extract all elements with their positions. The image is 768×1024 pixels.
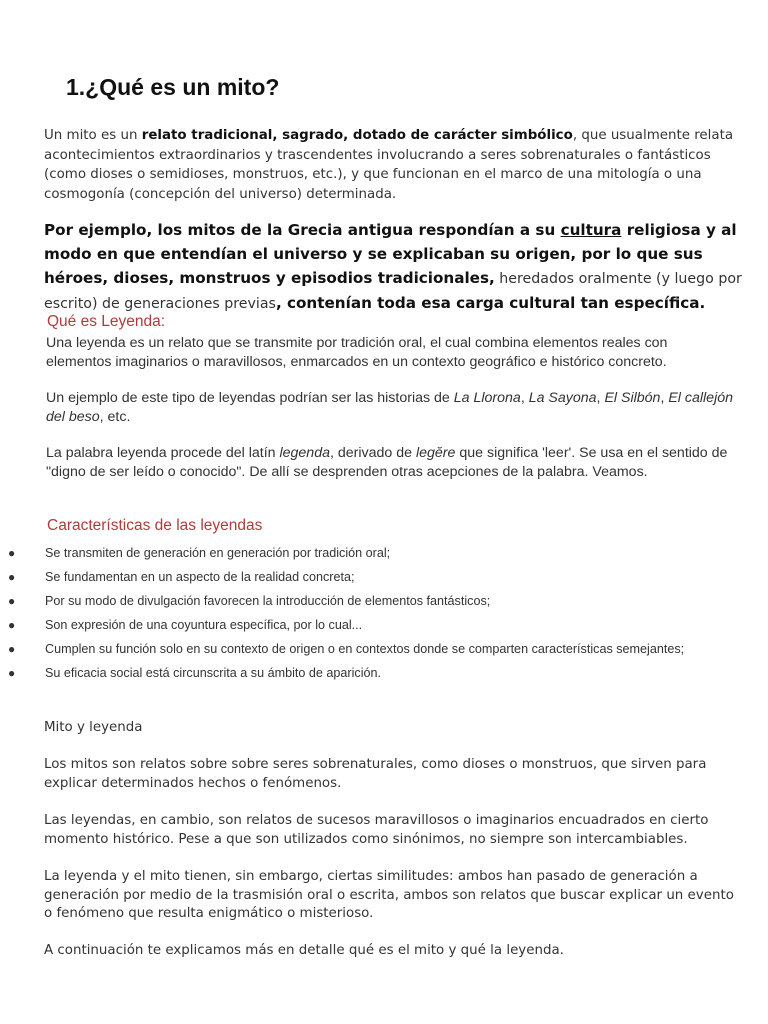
example-el-callejon: El callejón del beso (46, 390, 733, 425)
etymology-text-1: La palabra leyenda procede del latín (46, 445, 280, 461)
bullet-icon: ● (8, 594, 16, 608)
list-item-text: Se fundamentan en un aspecto de la realidad concreta; (45, 570, 355, 584)
etymology-legenda: legenda (279, 445, 330, 461)
list-item (0, 569, 740, 585)
list-item (0, 617, 740, 633)
list-item (0, 593, 740, 609)
bullet-icon: ● (8, 618, 16, 632)
list-item (0, 641, 740, 657)
leyenda-examples-text: Un ejemplo de este tipo de leyendas podrían ser las historias de (46, 390, 454, 406)
intro-bold: relato tradicional, sagrado, dotado de carácter simbólico (141, 128, 573, 143)
mito-leyenda-heading: Mito y leyenda (44, 720, 143, 735)
leyenda-examples (46, 389, 736, 426)
leyenda-etymology (46, 444, 736, 481)
list-item-text: Se transmiten de generación en generación por tradición oral; (45, 546, 391, 560)
mito-leyenda-paragraph-1: Los mitos son relatos sobre sobre seres sobrenaturales, como dioses o monstruos, que sirven para explicar determinados hechos o fenómenos. (44, 757, 707, 791)
page-title: 1.¿Qué es un mito? (66, 74, 280, 100)
list-item-text: Son expresión de una coyuntura específica, por lo cual... (45, 618, 363, 632)
etymology-legere: legĕre (415, 445, 456, 461)
intro-text-2: , que usualmente relata acontecimientos extraordinarios y trascendentes involucrando a seres sobrenaturales o fantásticos (como dioses o semidioses, monstruos, etc.), y que funcionan en el marco de una mitología o una cosmogonía (concepción del universo) determinada. (44, 128, 734, 202)
example-la-sayona: La Sayona (528, 390, 597, 406)
bullet-icon: ● (8, 570, 16, 584)
list-item-text: Su eficacia social está circunscrita a su ámbito de aparición. (45, 666, 381, 680)
etymology-text-3: que significa 'leer'. Se usa en el sentido de "digno de ser leído o conocido". De allí se desprenden otras acepciones de la palabra. Veamos. (46, 445, 728, 480)
intro-paragraph (44, 126, 734, 204)
leyenda-heading: Qué es Leyenda: (47, 313, 166, 330)
bullet-icon: ● (8, 546, 16, 560)
leyenda-definition: Una leyenda es un relato que se transmite por tradición oral, el cual combina elementos reales con elementos imaginarios o maravillosos, enmarcados en un contexto geográfico e histórico concreto. (46, 335, 668, 370)
bullet-icon: ● (8, 642, 16, 656)
mito-leyenda-paragraph-2: Las leyendas, en cambio, son relatos de sucesos maravillosos o imaginarios encuadrados en cierto momento histórico. Pese a que son utilizados como sinónimos, no siempre son intercambiables. (44, 813, 709, 847)
bullet-icon: ● (8, 666, 16, 680)
list-item-text: Cumplen su función solo en su contexto de origen o en contextos donde se comparten características semejantes; (45, 642, 685, 656)
mito-leyenda-paragraph-4: A continuación te explicamos más en detalle qué es el mito y qué la leyenda. (44, 943, 564, 958)
caracteristicas-heading: Características de las leyendas (47, 517, 263, 534)
leyenda-examples-end: , etc. (99, 408, 131, 425)
example-paragraph (44, 218, 744, 316)
list-item (0, 545, 740, 561)
mito-leyenda-paragraph-3: La leyenda y el mito tienen, sin embargo, ciertas similitudes: ambos han pasado de generación a generación por medio de la trasmisión oral o escrita, ambos son relatos que buscar explicar un evento o fenómeno que resulta enigmático o misterioso. (44, 869, 734, 921)
caracteristicas-list (0, 545, 740, 689)
separator: , (596, 390, 605, 406)
intro-text-1: Un mito es un (44, 128, 142, 143)
separator: , (660, 390, 669, 406)
example-bold-3: , contenían toda esa carga cultural tan específica. (275, 294, 706, 312)
example-bold-1: Por ejemplo, los mitos de la Grecia antigua respondían a su (44, 221, 561, 239)
etymology-text-2: , derivado de (329, 445, 416, 461)
example-la-llorona: La Llorona (453, 390, 521, 406)
example-el-silbon: El Silbón (604, 390, 661, 406)
example-bold-2: religiosa y al modo en que entendían el universo y se explicaban su origen, por lo que sus héroes, dioses, monstruos y episodios tradicionales, (44, 221, 737, 287)
cultura-link[interactable]: cultura (560, 221, 622, 239)
list-item-text: Por su modo de divulgación favorecen la introducción de elementos fantásticos; (45, 594, 491, 608)
list-item (0, 665, 740, 681)
example-text: heredados oralmente (y luego por escrito) de generaciones previas (44, 271, 742, 312)
separator: , (520, 390, 529, 406)
